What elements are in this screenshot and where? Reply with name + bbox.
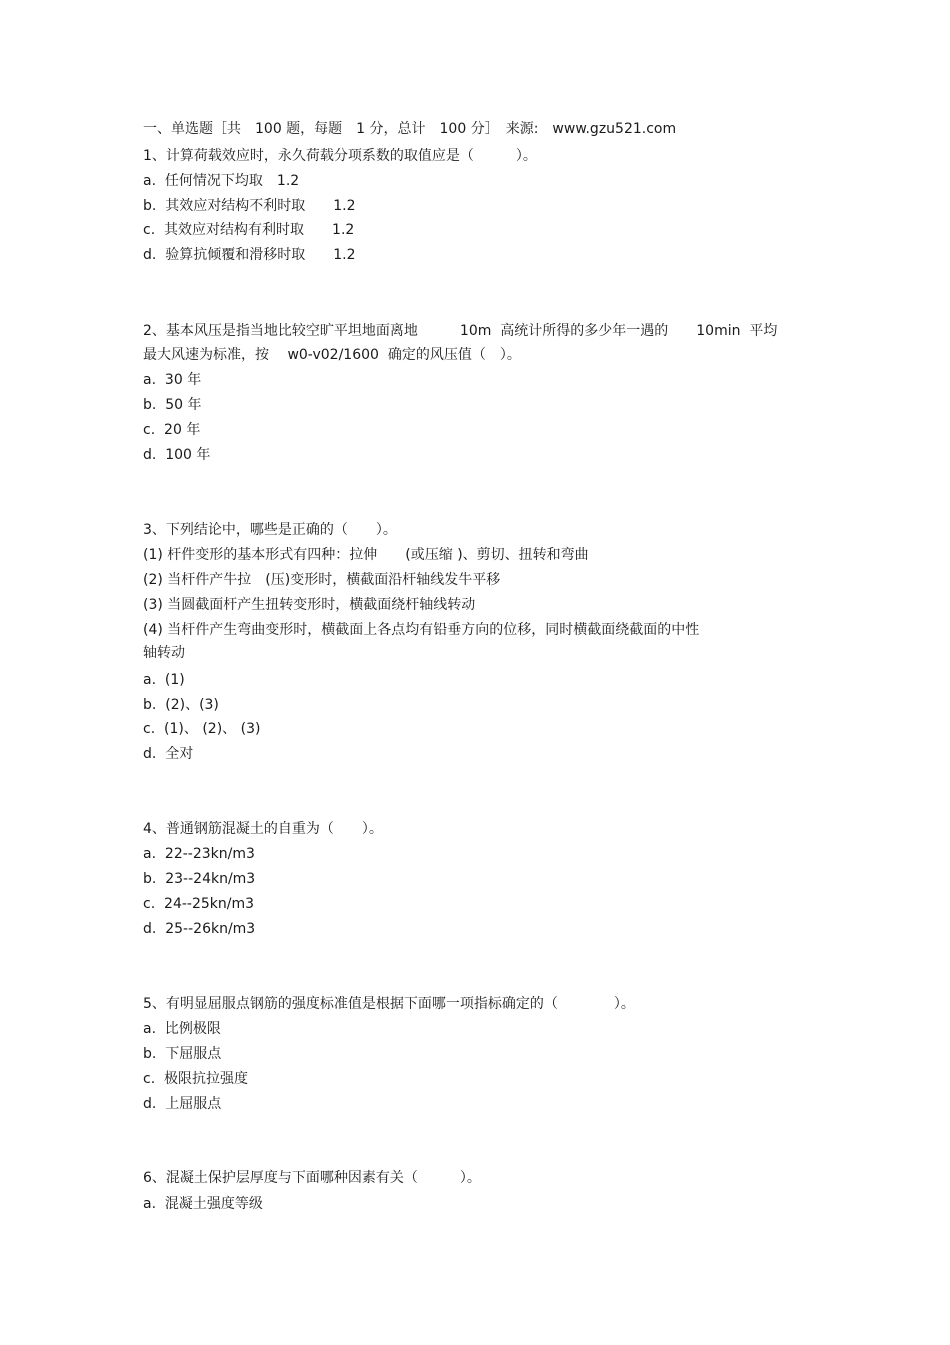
- option-b: b. (2)、(3): [143, 697, 219, 713]
- option-b: b. 其效应对结构不利时取 1.2: [143, 198, 356, 214]
- option-d: d. 验算抗倾覆和滑移时取 1.2: [143, 247, 356, 263]
- option-d: d. 全对: [143, 746, 194, 762]
- question-stem: 4、普通钢筋混凝土的自重为（ ）。: [143, 821, 383, 837]
- question-stem: 5、有明显屈服点钢筋的强度标准值是根据下面哪一项指标确定的（ ）。: [143, 996, 635, 1012]
- statement-1: (1) 杆件变形的基本形式有四种：拉伸 (或压缩 )、剪切、扭转和弯曲: [143, 547, 589, 563]
- option-d: d. 上屈服点: [143, 1096, 222, 1112]
- question-stem: 3、下列结论中，哪些是正确的（ ）。: [143, 522, 397, 538]
- option-a: a. 30 年: [143, 372, 202, 388]
- section-header: 一、单选题［共 100 题，每题 1 分，总计 100 分］ 来源: www.gzu521.com: [143, 121, 677, 137]
- option-a: a. 混凝土强度等级: [143, 1196, 263, 1212]
- option-a: a. 任何情况下均取 1.2: [143, 173, 300, 189]
- option-c: c. 20 年: [143, 422, 201, 438]
- option-d: d. 100 年: [143, 447, 211, 463]
- statement-2: (2) 当杆件产牛拉 (压)变形时，横截面沿杆轴线发牛平移: [143, 572, 501, 588]
- question-stem: 6、混凝土保护层厚度与下面哪种因素有关（ ）。: [143, 1170, 481, 1186]
- option-c: c. 其效应对结构有利时取 1.2: [143, 222, 355, 238]
- question-stem-cont: 最大风速为标准，按 w0-v02/1600 确定的风压值（ ）。: [143, 347, 521, 363]
- option-a: a. 22--23kn/m3: [143, 846, 255, 862]
- option-a: a. (1): [143, 672, 185, 688]
- statement-3: (3) 当圆截面杆产生扭转变形时，横截面绕杆轴线转动: [143, 597, 476, 613]
- question-stem: 2、基本风压是指当地比较空旷平坦地面离地 10m 高统计所得的多少年一遇的 10min 平均: [143, 323, 778, 339]
- question-stem: 1、计算荷载效应时，永久荷载分项系数的取值应是（ ）。: [143, 148, 537, 164]
- option-b: b. 下屈服点: [143, 1046, 222, 1062]
- option-d: d. 25--26kn/m3: [143, 921, 256, 937]
- option-c: c. (1)、 (2)、 (3): [143, 721, 261, 737]
- option-b: b. 23--24kn/m3: [143, 871, 256, 887]
- statement-4-cont: 轴转动: [143, 645, 185, 661]
- option-a: a. 比例极限: [143, 1021, 221, 1037]
- option-b: b. 50 年: [143, 397, 202, 413]
- statement-4: (4) 当杆件产生弯曲变形时，横截面上各点均有铅垂方向的位移，同时横截面绕截面的中性: [143, 622, 700, 638]
- option-c: c. 极限抗拉强度: [143, 1071, 249, 1087]
- option-c: c. 24--25kn/m3: [143, 896, 255, 912]
